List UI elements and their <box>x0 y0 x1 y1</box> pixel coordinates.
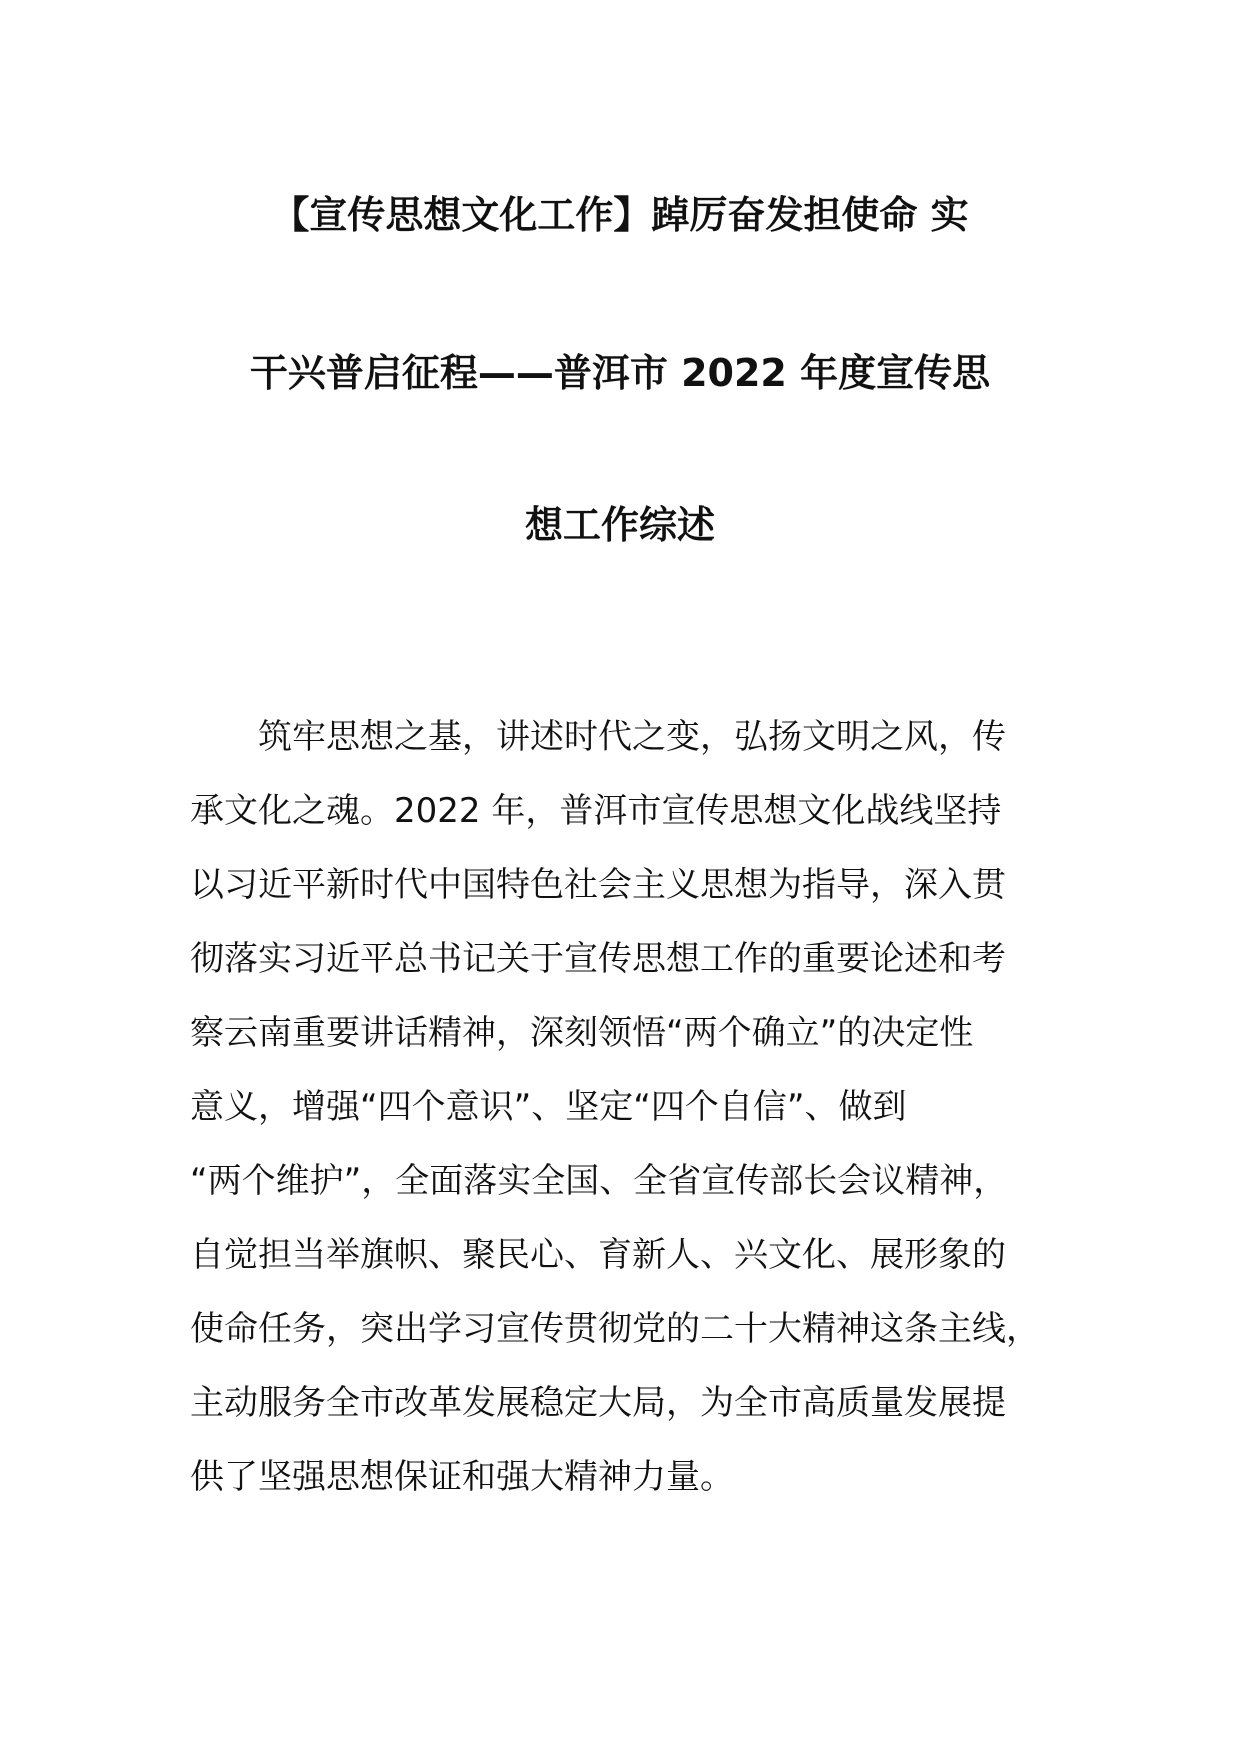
document-title <box>190 190 1050 550</box>
body-line: 主动服务全市改革发展稳定大局，为全市高质量发展提 <box>190 1383 1006 1423</box>
body-line: 察云南重要讲话精神，深刻领悟“两个确立”的决定性 <box>190 1013 974 1053</box>
body-line: 供了坚强思想保证和强大精神力量。 <box>190 1457 734 1497</box>
body-line: 彻落实习近平总书记关于宣传思想工作的重要论述和考 <box>190 939 1006 979</box>
body-paragraph <box>190 700 1050 1514</box>
body-line: “两个维护”，全面落实全国、全省宣传部长会议精神， <box>190 1161 1008 1201</box>
body-line: 承文化之魂。2022 年，普洱市宣传思想文化战线坚持 <box>190 791 1002 831</box>
body-line: 自觉担当举旗帜、聚民心、育新人、兴文化、展形象的 <box>190 1235 1006 1275</box>
body-line: 筑牢思想之基，讲述时代之变，弘扬文明之风，传 <box>258 717 1006 757</box>
body-line: 意义，增强“四个意识”、坚定“四个自信”、做到 <box>190 1087 907 1127</box>
body-line: 使命任务，突出学习宣传贯彻党的二十大精神这条主线， <box>190 1309 1040 1349</box>
title-line-2: 干兴普启征程——普洱市 2022 年度宣传思 <box>249 351 991 395</box>
title-line-1: 【宣传思想文化工作】踔厉奋发担使命 实 <box>271 193 969 237</box>
title-line-3: 想工作综述 <box>524 503 715 547</box>
body-line: 以习近平新时代中国特色社会主义思想为指导，深入贯 <box>190 865 1006 905</box>
